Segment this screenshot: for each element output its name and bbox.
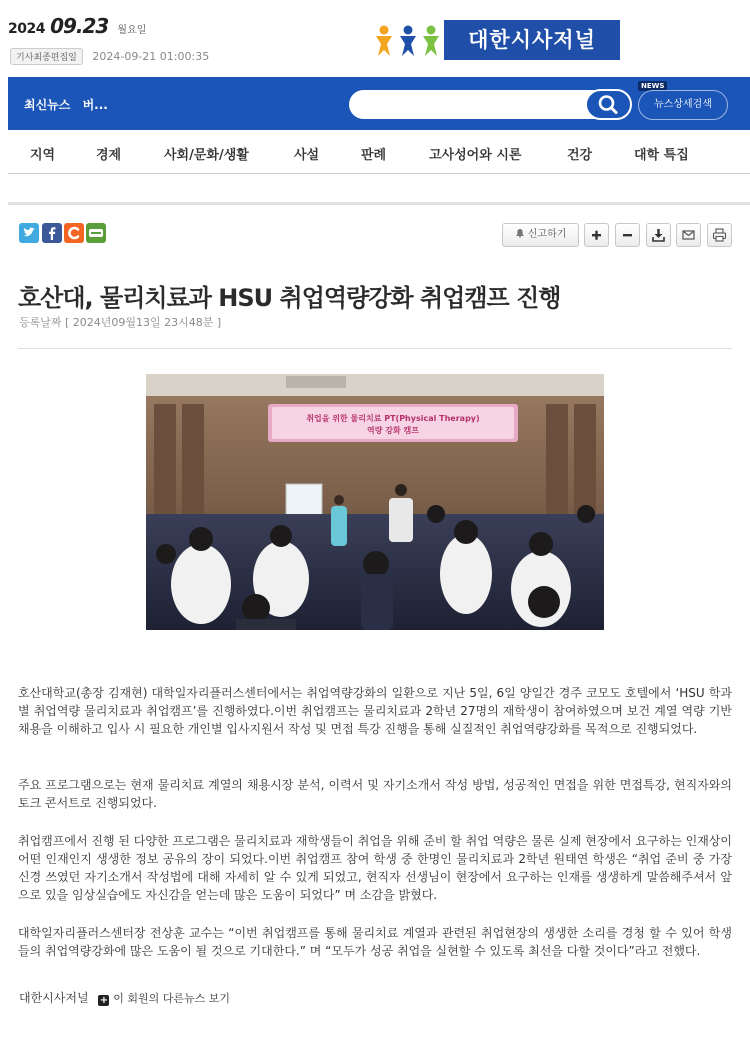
article-photo: [146, 374, 604, 630]
last-edited-time: 2024-09-21 01:00:35: [92, 50, 210, 63]
report-button-label: 신고하기: [527, 229, 567, 240]
printer-icon: [708, 224, 731, 246]
download-icon: [647, 224, 670, 246]
cyworld-share-button[interactable]: [64, 223, 84, 243]
envelope-icon: [677, 224, 700, 246]
last-edited-badge: 기사최종편집일: [10, 48, 83, 65]
current-date: [8, 14, 146, 38]
facebook-icon: [42, 223, 62, 243]
byline-author: 대한시사저널: [19, 991, 89, 1005]
date-weekday: 월요일: [117, 25, 147, 36]
twitter-icon: [19, 223, 39, 243]
twitter-share-button[interactable]: [19, 223, 39, 243]
article-paragraph: 호산대학교(총장 김재현) 대학일자리플러스센터에서는 취업역량강화의 일환으로 지난 5일, 6일 양일간 경주 코모도 호텔에서 ‘HSU 학과별 취업역량 물리치료과 취업캠프’를 진행하였다.이번 취업캠프는 물리치료과 2학년 27명의 재학생이 참여하였으며 보건 계열 역량 기반 채용을 이해하고 입사 시 필요한 개인별 입사지원서 작성 및 면접 특강 진행을 통해 실질적인 취업역량강화를 목적으로 진행되었다.: [18, 686, 732, 736]
news-tag-badge: NEWS: [638, 81, 667, 91]
print-button[interactable]: [707, 223, 732, 247]
email-button[interactable]: [676, 223, 701, 247]
article-paragraph: 취업캠프에서 진행 된 다양한 프로그램은 물리치료과 재학생들이 취업을 위해 준비 할 취업 역량은 물론 실제 현장에서 요구하는 인재상이 어떤 인재인지 생생한 정보 공유의 장이 되었다.이번 취업캠프 참여 학생 중 한명인 물리치료과 2학년 원태연 학생은 “취업 준비 중 가장 신경 쓰였던 자기소개서 작성법에 대해 자세히 알 수 있게 되었고, 현직자 선생님이 현장에서 요구하는 인재를 생생하게 말씀해주셔서 앞으로 있을 임상실습에도 자신감을 얻는데 많은 도움이 되었다” 며 소감을 밝혔다.: [18, 834, 733, 902]
date-month-day: 09.23: [50, 14, 109, 38]
search-button[interactable]: [585, 89, 632, 120]
chat-share-icon: [86, 223, 106, 243]
category-menu: [8, 130, 750, 174]
kakao-share-button[interactable]: [86, 223, 106, 243]
article-reg-date: 등록날짜 [ 2024년09월13일 23시48분 ]: [19, 316, 222, 329]
category-item-idioms[interactable]: 고사성어와 시론: [429, 148, 522, 163]
category-item-precedent[interactable]: 판례: [361, 148, 387, 163]
facebook-share-button[interactable]: [42, 223, 62, 243]
logo-wordmark: 대한시사저널: [444, 20, 620, 60]
font-decrease-button[interactable]: [615, 223, 640, 247]
article-paragraph: 주요 프로그램으로는 현재 물리치료 계열의 채용시장 분석, 이력서 및 자기소개서 작성 방법, 성공적인 면접을 위한 면접특강, 현직자와의 토크 콘서트로 진행되었다.: [18, 778, 732, 810]
latest-news-label: 최신뉴스: [24, 98, 71, 112]
article-byline: [19, 989, 230, 1006]
site-header: [0, 0, 750, 76]
category-item-editorial[interactable]: 사설: [294, 148, 320, 163]
report-button[interactable]: [502, 223, 579, 247]
article-title: 호산대, 물리치료과 HSU 취업역량강화 취업캠프 진행: [18, 284, 561, 312]
plus-icon: [585, 224, 608, 246]
top-nav-bar: [8, 77, 750, 130]
article-paragraph: 대학일자리플러스센터장 전상훈 교수는 “이번 취업캠프를 통해 물리치료 계열과 관련된 취업현장의 생생한 소리를 경청 할 수 있어 학생들의 취업역량강화에 많은 도움이 될 것으로 기대한다.” 며 “모두가 성공 취업을 실현할 수 있도록 최선을 다할 것이다”라고 전했다.: [18, 926, 732, 958]
category-item-region[interactable]: 지역: [30, 148, 56, 163]
category-item-university[interactable]: 대학 특집: [634, 148, 689, 163]
title-divider: [18, 348, 732, 349]
download-button[interactable]: [646, 223, 671, 247]
font-increase-button[interactable]: [584, 223, 609, 247]
search-icon: [587, 91, 630, 118]
section-divider: [8, 202, 750, 205]
bell-icon: [515, 228, 525, 238]
category-item-economy[interactable]: 경제: [96, 148, 122, 163]
site-logo[interactable]: [374, 20, 620, 60]
detail-search-button[interactable]: 뉴스상세검색: [638, 90, 728, 120]
minus-icon: [616, 224, 639, 246]
category-item-health[interactable]: 건강: [567, 148, 593, 163]
people-logo-icon: [374, 22, 442, 58]
category-item-society[interactable]: 사회/문화/생활: [164, 148, 249, 163]
last-edited: [10, 48, 209, 65]
more-news-link[interactable]: 이 회원의 다른뉴스 보기: [113, 992, 230, 1005]
latest-news-headline[interactable]: 버...: [82, 98, 108, 112]
latest-news-ticker[interactable]: [24, 96, 108, 113]
banner-text-line1: 취업을 위한 물리치료 PT(Physical Therapy): [306, 414, 480, 423]
plus-box-icon: +: [99, 995, 109, 1006]
date-year: 2024: [8, 21, 45, 37]
c-share-icon: [64, 223, 84, 243]
banner-text-line2: 역량 강화 캠프: [367, 426, 419, 435]
